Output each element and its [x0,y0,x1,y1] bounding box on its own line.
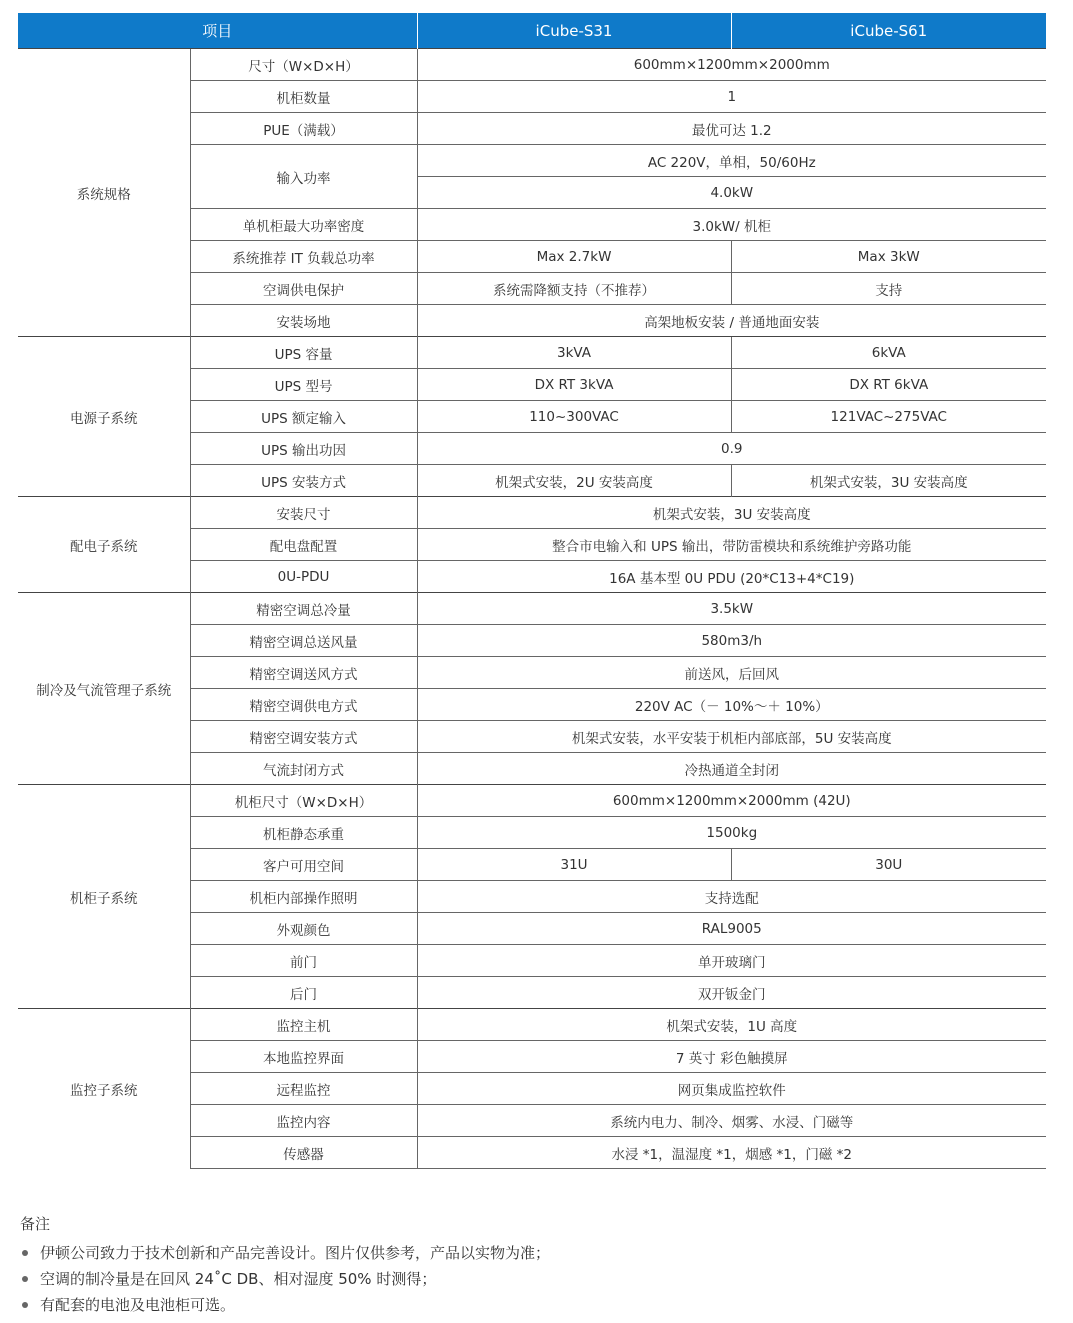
table-row [18,593,1046,625]
row-label: 精密空调总冷量 [190,593,417,625]
row-value: 整合市电输入和 UPS 输出，带防雷模块和系统维护旁路功能 [417,529,1046,561]
row-value: 机架式安装，1U 高度 [417,1009,1046,1041]
table-row [18,49,1046,81]
row-label: UPS 型号 [190,369,417,401]
row-value-s61: Max 3kW [731,241,1046,273]
row-label: 精密空调供电方式 [190,689,417,721]
row-label: 安装场地 [190,305,417,337]
row-label: 机柜尺寸（W×D×H） [190,785,417,817]
row-label: 机柜内部操作照明 [190,881,417,913]
row-value: 7 英寸 彩色触摸屏 [417,1041,1046,1073]
row-value-s61: 30U [731,849,1046,881]
row-value: 3.0kW/ 机柜 [417,209,1046,241]
row-value: 220V AC（－ 10%～＋ 10%） [417,689,1046,721]
row-label: 配电盘配置 [190,529,417,561]
row-label: 单机柜最大功率密度 [190,209,417,241]
row-value: 1 [417,81,1046,113]
row-value: 水浸 *1，温湿度 *1，烟感 *1，门磁 *2 [417,1137,1046,1169]
row-label: 0U-PDU [190,561,417,593]
row-label: 气流封闭方式 [190,753,417,785]
row-value-s61: 机架式安装，3U 安装高度 [731,465,1046,497]
row-label: UPS 容量 [190,337,417,369]
row-value: 1500kg [417,817,1046,849]
row-label: 外观颜色 [190,913,417,945]
row-label: 系统推荐 IT 负载总功率 [190,241,417,273]
header-s31: iCube-S31 [417,13,731,49]
bullet-icon [22,1250,28,1256]
row-value-s61: 支持 [731,273,1046,305]
row-label: 客户可用空间 [190,849,417,881]
row-value: 支持选配 [417,881,1046,913]
row-value: 600mm×1200mm×2000mm [417,49,1046,81]
row-label: 本地监控界面 [190,1041,417,1073]
section-monitoring: 监控子系统 [18,1009,190,1169]
row-label: 精密空调安装方式 [190,721,417,753]
row-value: 0.9 [417,433,1046,465]
list-item [20,1292,550,1318]
table-row [18,1009,1046,1041]
row-label: 监控内容 [190,1105,417,1137]
row-value-s31: 机架式安装，2U 安装高度 [417,465,731,497]
table-row [18,337,1046,369]
row-value: 600mm×1200mm×2000mm (42U) [417,785,1046,817]
section-distribution: 配电子系统 [18,497,190,593]
row-value: 冷热通道全封闭 [417,753,1046,785]
row-label: 空调供电保护 [190,273,417,305]
row-value: 16A 基本型 0U PDU (20*C13+4*C19) [417,561,1046,593]
row-label: 精密空调送风方式 [190,657,417,689]
row-label: 监控主机 [190,1009,417,1041]
row-value: 机架式安装，3U 安装高度 [417,497,1046,529]
row-value: 双开钣金门 [417,977,1046,1009]
row-label: 精密空调总送风量 [190,625,417,657]
row-label: 传感器 [190,1137,417,1169]
row-value-s31: DX RT 3kVA [417,369,731,401]
row-label: 远程监控 [190,1073,417,1105]
note-text: 空调的制冷量是在回风 24˚C DB、相对湿度 50% 时测得； [40,1270,437,1288]
row-value: 机架式安装，水平安装于机柜内部底部，5U 安装高度 [417,721,1046,753]
row-label: UPS 安装方式 [190,465,417,497]
row-value-s31: 3kVA [417,337,731,369]
row-value-s31: 31U [417,849,731,881]
row-label: PUE（满载） [190,113,417,145]
row-value: 前送风，后回风 [417,657,1046,689]
section-cabinet: 机柜子系统 [18,785,190,1009]
row-value-s61: 6kVA [731,337,1046,369]
spec-table [18,13,1046,1169]
row-value: 网页集成监控软件 [417,1073,1046,1105]
row-label: 安装尺寸 [190,497,417,529]
row-label: 尺寸（W×D×H） [190,49,417,81]
list-item [20,1240,550,1266]
row-value: 最优可达 1.2 [417,113,1046,145]
notes-title: 备注 [20,1215,51,1233]
row-label: 前门 [190,945,417,977]
row-value-s61: 121VAC~275VAC [731,401,1046,433]
header-s61: iCube-S61 [731,13,1046,49]
section-power: 电源子系统 [18,337,190,497]
header-item: 项目 [18,13,417,49]
row-value-s31: 110~300VAC [417,401,731,433]
row-value-s61: DX RT 6kVA [731,369,1046,401]
section-cooling: 制冷及气流管理子系统 [18,593,190,785]
row-value: 3.5kW [417,593,1046,625]
row-value-s31: Max 2.7kW [417,241,731,273]
note-text: 伊顿公司致力于技术创新和产品完善设计。图片仅供参考，产品以实物为准； [40,1244,551,1262]
notes-section [20,1213,550,1318]
table-row [18,785,1046,817]
row-label: UPS 输出功因 [190,433,417,465]
note-text: 有配套的电池及电池柜可选。 [40,1296,236,1314]
section-system: 系统规格 [18,49,190,337]
row-label: 后门 [190,977,417,1009]
row-value-s31: 系统需降额支持（不推荐） [417,273,731,305]
row-value: 系统内电力、制冷、烟雾、水浸、门磁等 [417,1105,1046,1137]
row-value: RAL9005 [417,913,1046,945]
list-item [20,1266,550,1292]
row-value: 高架地板安装 / 普通地面安装 [417,305,1046,337]
notes-list [20,1240,550,1318]
header-row [18,13,1046,49]
row-label: 输入功率 [190,145,417,209]
row-value: 580m3/h [417,625,1046,657]
row-value: AC 220V，单相，50/60Hz [417,145,1046,177]
bullet-icon [22,1302,28,1308]
row-label: 机柜静态承重 [190,817,417,849]
row-label: 机柜数量 [190,81,417,113]
row-value: 4.0kW [417,177,1046,209]
bullet-icon [22,1276,28,1282]
row-label: UPS 额定输入 [190,401,417,433]
table-row [18,497,1046,529]
row-value: 单开玻璃门 [417,945,1046,977]
